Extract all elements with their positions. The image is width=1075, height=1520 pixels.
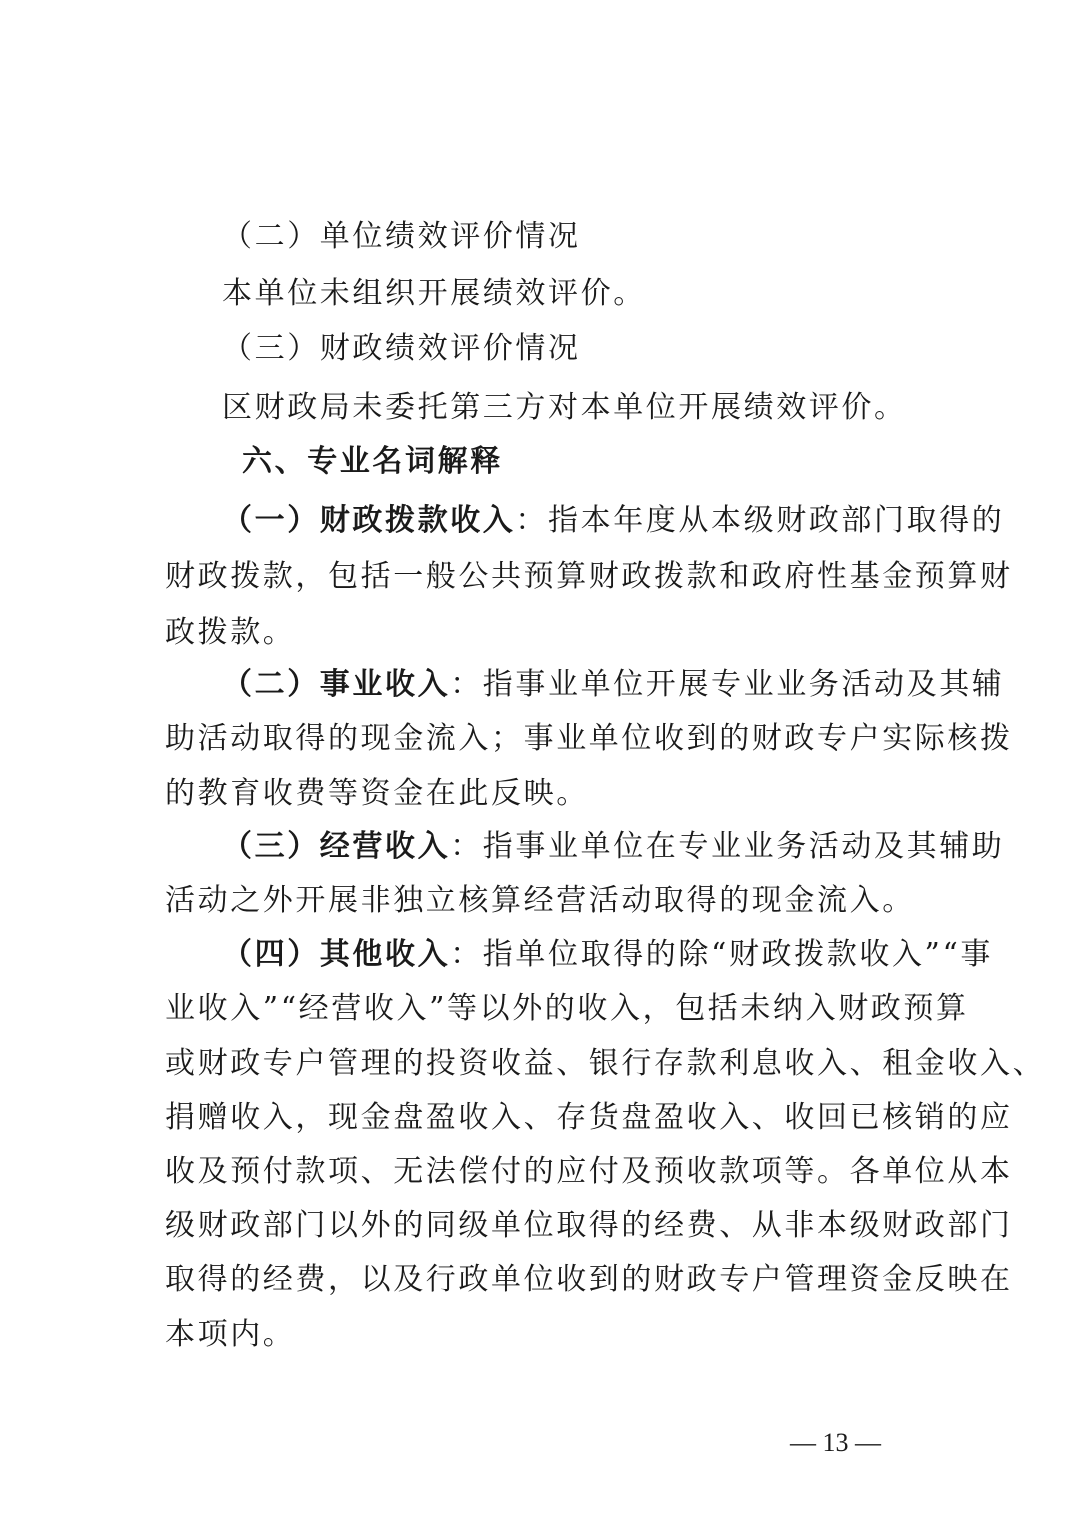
section-heading: 六、专业名词解释: [242, 444, 503, 479]
item2-line3: 的教育收费等资金在此反映。: [165, 776, 589, 811]
term-label: （二）事业收入: [222, 667, 451, 702]
item4-line6: 级财政部门以外的同级单位取得的经费、从非本级财政部门: [165, 1208, 1013, 1243]
definition-text: ：指单位取得的除“财政拨款收入”“事: [450, 937, 994, 972]
definition-text: ：指本年度从本级财政部门取得的: [515, 503, 1005, 538]
sub3-heading: （三）财政绩效评价情况: [222, 331, 581, 366]
item4-line2: 业收入”“经营收入”等以外的收入，包括未纳入财政预算: [165, 991, 969, 1026]
page-number: — 13 —: [790, 1428, 881, 1457]
definition-text: ：指事业单位开展专业业务活动及其辅: [450, 667, 1005, 702]
item3-line1: [222, 826, 1005, 868]
item1-line2: 财政拨款，包括一般公共预算财政拨款和政府性基金预算财: [165, 559, 1013, 594]
item4-line5: 收及预付款项、无法偿付的应付及预收款项等。各单位从本: [165, 1154, 1013, 1189]
term-label: （三）经营收入: [222, 829, 451, 864]
item4-line4: 捐赠收入，现金盘盈收入、存货盘盈收入、收回已核销的应: [165, 1100, 1013, 1135]
item4-line1: [222, 934, 994, 976]
term-label: （四）其他收入: [222, 937, 451, 972]
item4-line3: 或财政专户管理的投资收益、银行存款利息收入、租金收入、: [165, 1046, 1046, 1081]
sub2-heading: （二）单位绩效评价情况: [222, 219, 581, 254]
item2-line1: [222, 664, 1005, 706]
sub3-text: 区财政局未委托第三方对本单位开展绩效评价。: [222, 390, 907, 425]
item1-line1: [222, 500, 1005, 542]
sub2-text: 本单位未组织开展绩效评价。: [222, 276, 646, 311]
item1-line3: 政拨款。: [165, 615, 296, 650]
item2-line2: 助活动取得的现金流入；事业单位收到的财政专户实际核拨: [165, 721, 1013, 756]
item4-line7: 取得的经费，以及行政单位收到的财政专户管理资金反映在: [165, 1262, 1013, 1297]
term-label: （一）财政拨款收入: [222, 503, 516, 538]
item4-line8: 本项内。: [165, 1317, 296, 1352]
item3-line2: 活动之外开展非独立核算经营活动取得的现金流入。: [165, 883, 915, 918]
definition-text: ：指事业单位在专业业务活动及其辅助: [450, 829, 1005, 864]
